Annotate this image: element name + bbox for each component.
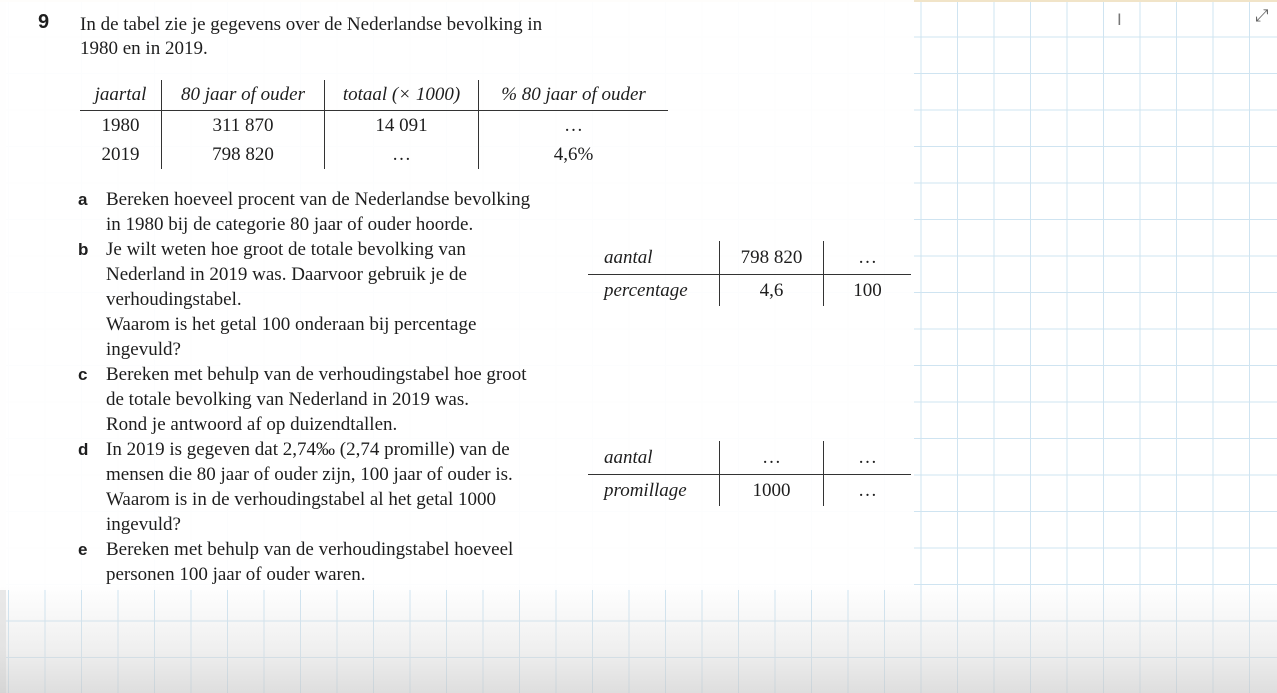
- item-text: [106, 187, 558, 237]
- header-80-jaar: 80 jaar of ouder: [162, 80, 325, 111]
- item-letter: d: [78, 440, 89, 459]
- bottom-shadow: [0, 585, 1277, 693]
- ratio-cell: 100: [853, 279, 882, 301]
- ratio-row: [588, 441, 911, 475]
- item-text: [106, 237, 558, 362]
- item-line: Bereken met behulp van de verhoudingstabel hoeveel: [106, 539, 514, 560]
- text-cursor-icon: I: [1117, 10, 1122, 29]
- table-cell: 14 091: [325, 111, 479, 141]
- item-letter: e: [78, 540, 88, 559]
- item-line: Bereken met behulp van de verhoudingstabel hoe groot: [106, 364, 527, 385]
- item-b: [78, 237, 558, 362]
- item-text: [106, 362, 558, 437]
- item-d: [78, 437, 558, 537]
- table-cell: …: [325, 140, 479, 169]
- item-letter: b: [78, 240, 89, 259]
- ratio-row: [588, 241, 911, 275]
- table-cell: 798 820: [162, 140, 325, 169]
- item-letter: c: [78, 365, 88, 384]
- item-letter: a: [78, 190, 88, 209]
- table-row: [80, 140, 668, 169]
- item-e: [78, 537, 558, 587]
- item-line: personen 100 jaar of ouder waren.: [106, 564, 366, 585]
- item-line: Nederland in 2019 was. Daarvoor gebruik je de: [106, 264, 467, 285]
- ratio-row: [588, 275, 911, 307]
- ratio-cell: …: [858, 479, 877, 501]
- table-header-row: [80, 80, 668, 111]
- item-line: Rond je antwoord af op duizendtallen.: [106, 414, 398, 435]
- item-text: [106, 537, 558, 587]
- item-a: [78, 187, 558, 237]
- question-items: [78, 187, 558, 587]
- item-line: verhoudingstabel.: [106, 289, 242, 310]
- ratio-label: percentage: [588, 275, 720, 307]
- item-line: ingevuld?: [106, 514, 181, 535]
- ratio-cell: …: [720, 441, 824, 475]
- intro-line: In de tabel zie je gegevens over de Nederlandse bevolking in: [80, 14, 543, 35]
- intro-line: 1980 en in 2019.: [80, 38, 208, 59]
- header-totaal: totaal (× 1000): [325, 80, 479, 111]
- item-line: In 2019 is gegeven dat 2,74‰ (2,74 promille) van de: [106, 439, 510, 460]
- question-number: 9: [38, 11, 50, 33]
- ratio-table-promillage: [588, 441, 911, 506]
- item-line: ingevuld?: [106, 339, 181, 360]
- item-text: [106, 437, 558, 537]
- ratio-cell: …: [824, 241, 912, 275]
- item-line: mensen die 80 jaar of ouder zijn, 100 jaar of ouder is.: [106, 464, 513, 485]
- table-cell: 2019: [80, 140, 162, 169]
- item-line: de totale bevolking van Nederland in 2019 was.: [106, 389, 470, 410]
- table-cell: 311 870: [162, 111, 325, 141]
- ratio-row: [588, 475, 911, 507]
- item-line: Bereken hoeveel procent van de Nederlandse bevolking: [106, 189, 531, 210]
- ratio-label: aantal: [588, 241, 720, 275]
- expand-arrows-icon[interactable]: ⤢: [1255, 6, 1269, 26]
- ratio-cell: 4,6: [720, 275, 824, 307]
- question-intro: [80, 13, 580, 61]
- table-cell: 4,6%: [553, 143, 594, 165]
- ratio-cell: 1000: [720, 475, 824, 507]
- item-line: in 1980 bij de categorie 80 jaar of ouder hoorde.: [106, 214, 474, 235]
- item-line: Waarom is in de verhoudingstabel al het getal 1000: [106, 489, 496, 510]
- table-cell: 1980: [80, 111, 162, 141]
- ratio-label: promillage: [588, 475, 720, 507]
- item-line: Waarom is het getal 100 onderaan bij percentage: [106, 314, 477, 335]
- ratio-cell: 798 820: [720, 241, 824, 275]
- population-table: [80, 80, 668, 169]
- ratio-cell: …: [824, 441, 912, 475]
- ratio-table-percentage: [588, 241, 911, 306]
- header-jaartal: jaartal: [80, 80, 162, 111]
- header-percentage: % 80 jaar of ouder: [479, 80, 669, 111]
- table-row: [80, 111, 668, 141]
- item-line: Je wilt weten hoe groot de totale bevolking van: [106, 239, 466, 260]
- table-cell: …: [564, 114, 583, 136]
- ratio-label: aantal: [588, 441, 720, 475]
- item-c: [78, 362, 558, 437]
